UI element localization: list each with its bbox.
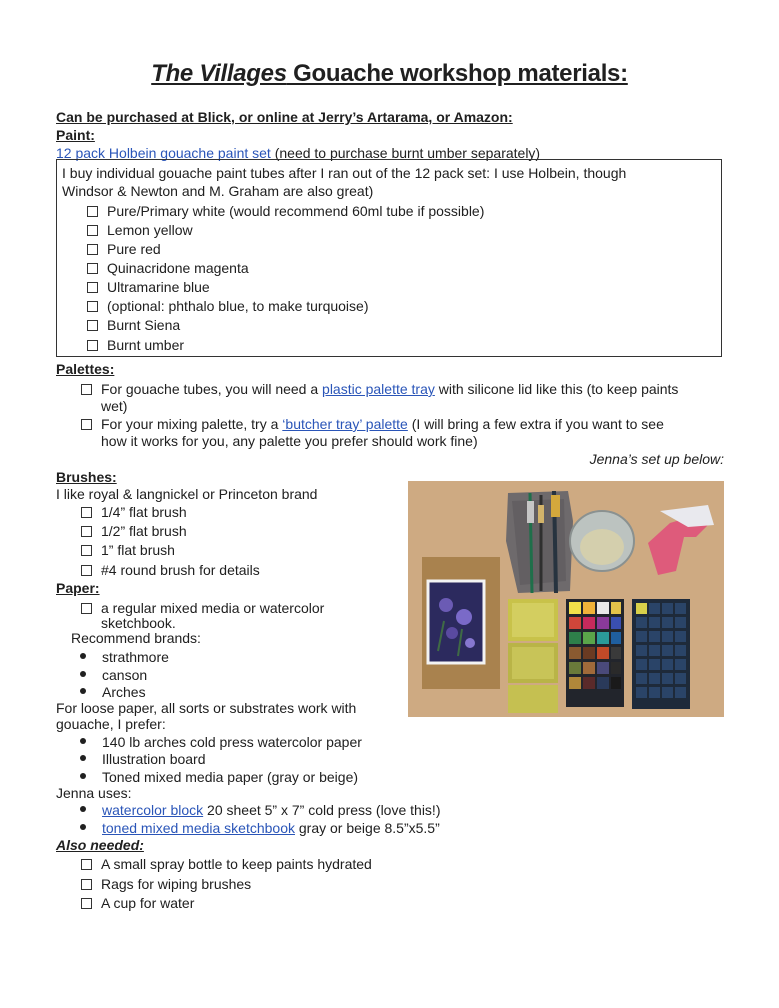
checkbox[interactable] (81, 526, 92, 537)
checkbox[interactable] (81, 507, 92, 518)
setup-photo (408, 481, 724, 717)
page-title (0, 60, 779, 88)
checkbox[interactable] (81, 898, 92, 909)
brushes-heading: Brushes: (56, 469, 117, 485)
checkbox[interactable] (81, 859, 92, 870)
palette-item-1-cont: wet) (101, 398, 128, 414)
also-needed-heading: Also needed: (56, 837, 144, 853)
brand-item: Arches (80, 683, 146, 701)
checkbox[interactable] (81, 879, 92, 890)
checkbox[interactable] (87, 282, 98, 293)
checkbox[interactable] (81, 384, 92, 395)
recommend-brands: Recommend brands: (71, 630, 201, 646)
paint-color-item: Quinacridone magenta (87, 259, 249, 277)
paint-color-item: Pure red (87, 240, 161, 258)
purchase-note: Can be purchased at Blick, or online at Jerry’s Artarama, or Amazon: (56, 109, 513, 125)
plastic-palette-link[interactable]: plastic palette tray (322, 381, 435, 397)
jenna-uses: Jenna uses: (56, 785, 132, 801)
checkbox[interactable] (81, 419, 92, 430)
butcher-tray-link[interactable]: ‘butcher tray’ palette (282, 416, 408, 432)
brush-item: 1” flat brush (81, 541, 175, 559)
checkbox[interactable] (81, 603, 92, 614)
paper-item-1: a regular mixed media or watercolor (81, 599, 324, 617)
uses-item: watercolor block 20 sheet 5” x 7” cold press (love this!) (80, 801, 440, 819)
paper-item-1-cont: sketchbook. (101, 615, 176, 631)
checkbox[interactable] (81, 545, 92, 556)
checkbox[interactable] (81, 565, 92, 576)
checkbox[interactable] (87, 320, 98, 331)
brand-item: canson (80, 666, 147, 684)
checkbox[interactable] (87, 301, 98, 312)
palette-item-2: For your mixing palette, try a ‘butcher tray’ palette (I will bring a few extra if you want to see (81, 415, 664, 433)
title-italic: The Villages (151, 60, 287, 87)
paint-color-item: Pure/Primary white (would recommend 60ml tube if possible) (87, 202, 484, 220)
paper-heading: Paper: (56, 580, 100, 596)
also-item: A small spray bottle to keep paints hydrated (81, 855, 372, 873)
loose-paper-2: gouache, I prefer: (56, 716, 166, 732)
paint-color-item: Burnt umber (87, 336, 184, 354)
title-rest: Gouache workshop materials: (286, 60, 628, 87)
prefer-item: Toned mixed media paper (gray or beige) (80, 768, 358, 786)
paint-color-item: Ultramarine blue (87, 278, 210, 296)
checkbox[interactable] (87, 244, 98, 255)
paint-box-text-1: I buy individual gouache paint tubes after I ran out of the 12 pack set: I use Holbein, though (62, 165, 627, 181)
paint-color-item: Burnt Siena (87, 316, 180, 334)
prefer-item: 140 lb arches cold press watercolor paper (80, 733, 362, 751)
paint-heading: Paint: (56, 127, 95, 143)
also-item: A cup for water (81, 894, 194, 912)
checkbox[interactable] (87, 340, 98, 351)
brushes-intro: I like royal & langnickel or Princeton brand (56, 486, 318, 502)
checkbox[interactable] (87, 263, 98, 274)
checkbox[interactable] (87, 206, 98, 217)
brush-item: 1/4” flat brush (81, 503, 187, 521)
palette-item-1: For gouache tubes, you will need a plastic palette tray with silicone lid like this (to keep paints (81, 380, 678, 398)
setup-caption: Jenna’s set up below: (589, 451, 724, 467)
brush-item: #4 round brush for details (81, 561, 260, 579)
also-item: Rags for wiping brushes (81, 875, 251, 893)
uses-item: toned mixed media sketchbook gray or beige 8.5”x5.5” (80, 819, 440, 837)
paint-box-text-2: Windsor & Newton and M. Graham are also great) (62, 183, 374, 199)
brand-item: strathmore (80, 648, 169, 666)
paint-color-item: (optional: phthalo blue, to make turquoise) (87, 297, 369, 315)
paint-set-note: (need to purchase burnt umber separately) (274, 145, 541, 161)
prefer-item: Illustration board (80, 750, 206, 768)
palette-item-2-cont: how it works for you, any palette you prefer should work fine) (101, 433, 478, 449)
brush-item: 1/2” flat brush (81, 522, 187, 540)
holbein-set-link[interactable]: 12 pack Holbein gouache paint set (56, 145, 275, 161)
paint-color-item: Lemon yellow (87, 221, 193, 239)
watercolor-block-link[interactable]: watercolor block (102, 802, 204, 818)
checkbox[interactable] (87, 225, 98, 236)
palettes-heading: Palettes: (56, 361, 115, 377)
toned-sketchbook-link[interactable]: toned mixed media sketchbook (102, 820, 295, 836)
loose-paper-1: For loose paper, all sorts or substrates work with (56, 700, 357, 716)
